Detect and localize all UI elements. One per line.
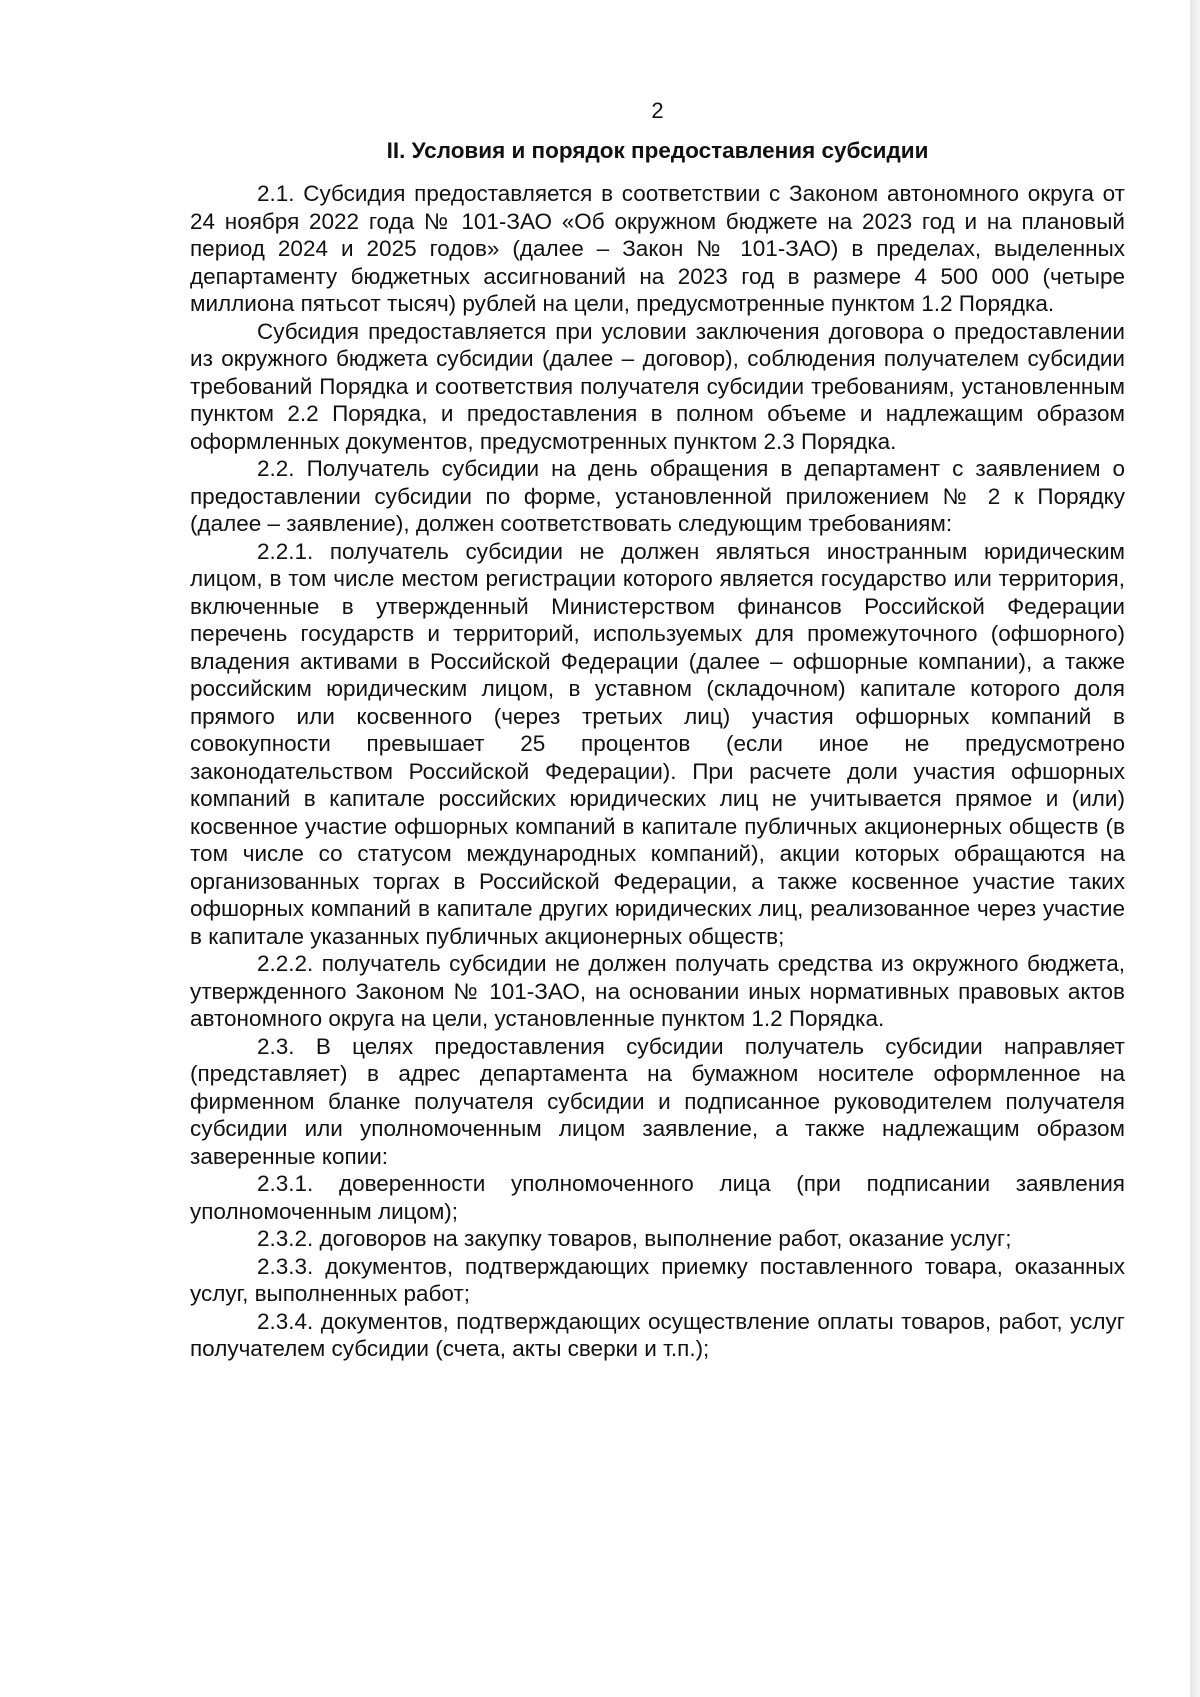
paragraph-2-2: 2.2. Получатель субсидии на день обращения в департамент с заявлением о предоставлении субсидии по форме, установленной приложением № 2 к Порядку (далее – заявление), должен соответствовать следующим требованиям:: [190, 456, 1125, 536]
paragraph-2-3-2: 2.3.2. договоров на закупку товаров, выполнение работ, оказание услуг;: [257, 1226, 1012, 1251]
paragraph-2-3-1: 2.3.1. доверенности уполномоченного лица (при подписании заявления уполномоченным лицом);: [190, 1171, 1125, 1224]
section-title: II. Условия и порядок предоставления субсидии: [386, 138, 929, 163]
page-edge-shadow: [1190, 0, 1200, 1697]
paragraph-2-3-4: 2.3.4. документов, подтверждающих осуществление оплаты товаров, работ, услуг получателем субсидии (счета, акты сверки и т.п.);: [190, 1308, 1125, 1361]
document-page: [190, 96, 1125, 1363]
paragraph-2-3-3: 2.3.3. документов, подтверждающих приемку поставленного товара, оказанных услуг, выполненных работ;: [190, 1253, 1125, 1306]
page-number: 2: [651, 98, 664, 123]
paragraph-2-3: 2.3. В целях предоставления субсидии получатель субсидии направляет (представляет) в адрес департамента на бумажном носителе оформленное на фирменном бланке получателя субсидии и подписанное руководителем получателя субсидии или уполномоченным лицом заявление, а также надлежащим образом заверенные копии:: [190, 1033, 1125, 1169]
paragraph-2-2-2: 2.2.2. получатель субсидии не должен получать средства из окружного бюджета, утвержденного Законом № 101-ЗАО, на основании иных нормативных правовых актов автономного округа на цели, установленные пунктом 1.2 Порядка.: [190, 951, 1125, 1031]
paragraph-2-1-conditions: Субсидия предоставляется при условии заключения договора о предоставлении из окружного бюджета субсидии (далее – договор), соблюдения получателем субсидии требований Порядка и соответствия получателя субсидии требованиям, установленным пунктом 2.2 Порядка, и предоставления в полном объеме и надлежащим образом оформленных документов, предусмотренных пунктом 2.3 Порядка.: [190, 318, 1125, 454]
paragraph-2-2-1: 2.2.1. получатель субсидии не должен являться иностранным юридическим лицом, в том числе местом регистрации которого является государство или территория, включенные в утвержденный Министерством финансов Российской Федерации перечень государств и территорий, используемых для промежуточного (офшорного) владения активами в Российской Федерации (далее – офшорные компании), а также российским юридическим лицом, в уставном (складочном) капитале которого доля прямого или косвенного (через третьих лиц) участия офшорных компаний в совокупности превышает 25 процентов (если иное не предусмотрено законодательством Российской Федерации). При расчете доли участия офшорных компаний в капитале российских юридических лиц не учитывается прямое и (или) косвенное участие офшорных компаний в капитале публичных акционерных обществ (в том числе со статусом международных компаний), акции которых обращаются на организованных торгах в Российской Федерации, а также косвенное участие таких офшорных компаний в капитале других юридических лиц, реализованное через участие в капитале указанных публичных акционерных обществ;: [190, 538, 1125, 949]
paragraph-2-1: 2.1. Субсидия предоставляется в соответствии с Законом автономного округа от 24 ноября 2022 года № 101-ЗАО «Об окружном бюджете на 2023 год и на плановый период 2024 и 2025 годов» (далее – Закон № 101-ЗАО) в пределах, выделенных департаменту бюджетных ассигнований на 2023 год в размере 4 500 000 (четыре миллиона пятьсот тысяч) рублей на цели, предусмотренные пунктом 1.2 Порядка.: [190, 181, 1125, 316]
